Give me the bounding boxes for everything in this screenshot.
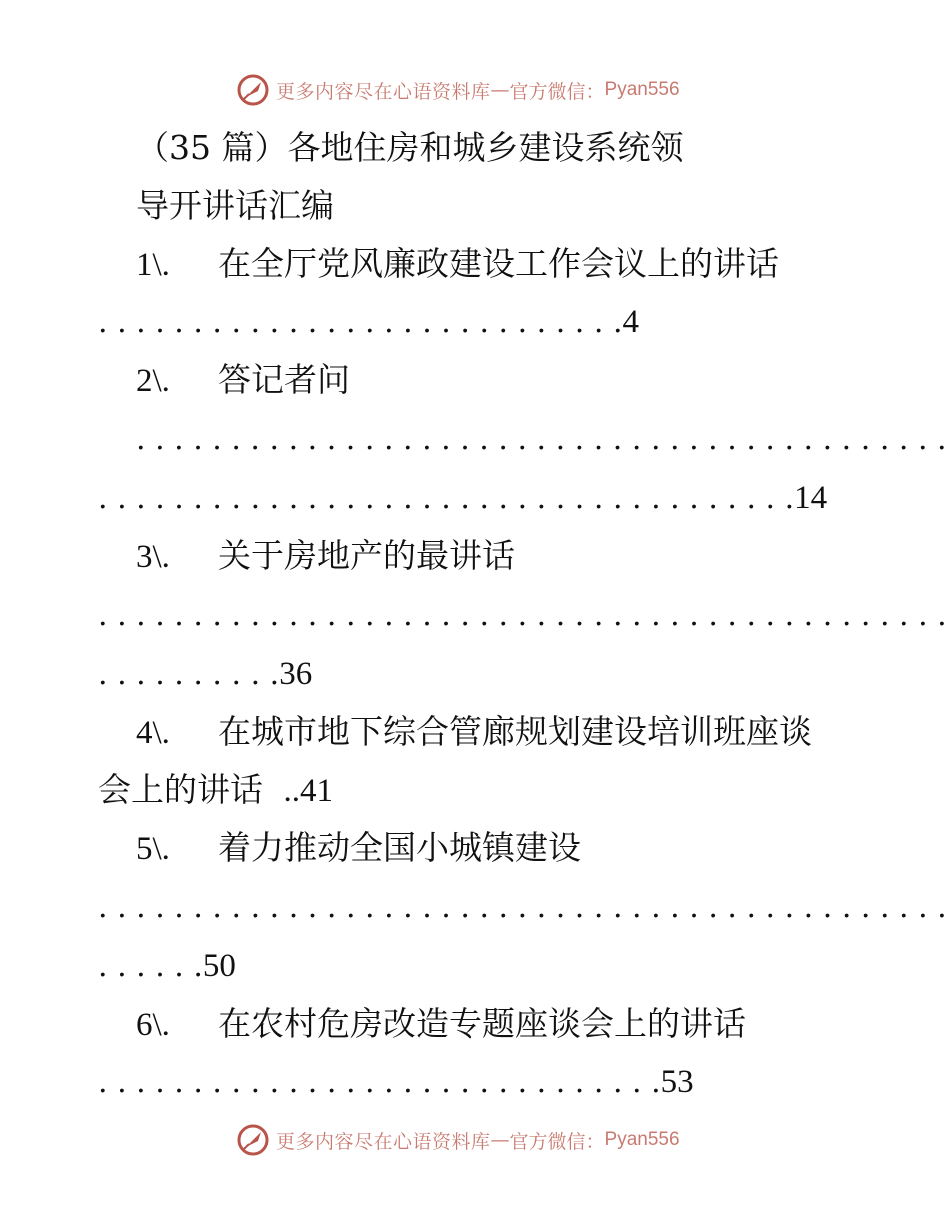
- footer-banner: [0, 1120, 950, 1160]
- toc-entry-title: 答记者问: [218, 360, 350, 399]
- toc-entry-number: 1\.: [136, 247, 170, 283]
- toc-entry-title: 在城市地下综合管廊规划建设培训班座谈: [218, 712, 812, 751]
- banner-text: 更多内容尽在心语资料库: [276, 1130, 491, 1153]
- toc-entry-1[interactable]: [136, 244, 779, 285]
- toc-leader-2b: . . . . . . . . . . . . . . . . . . . . . . . . . . . . . . . . . . . . .14: [98, 480, 828, 516]
- document-title-line2: 导开讲话汇编: [136, 186, 334, 225]
- toc-entry-number: 2\.: [136, 363, 170, 399]
- quill-logo-icon: [236, 73, 270, 107]
- toc-entry-4[interactable]: [136, 712, 812, 753]
- toc-leader-1: . . . . . . . . . . . . . . . . . . . . . . . . . . . .4: [98, 304, 639, 340]
- toc-entry-2[interactable]: [136, 360, 350, 401]
- banner-label: 官方微信：: [509, 80, 605, 103]
- toc-entry-title-continued: 会上的讲话: [98, 770, 263, 809]
- banner-label: 官方微信：: [509, 1130, 605, 1153]
- toc-entry-title: 在农村危房改造专题座谈会上的讲话: [218, 1004, 746, 1043]
- toc-entry-page: 36: [279, 656, 313, 692]
- toc-leader-6: . . . . . . . . . . . . . . . . . . . . . . . . . . . . . .53: [98, 1064, 694, 1100]
- toc-entry-page: 41: [300, 773, 333, 809]
- toc-entry-number: 3\.: [136, 539, 170, 575]
- quill-logo-icon: [236, 1123, 270, 1157]
- toc-entry-4-continued[interactable]: [98, 770, 333, 811]
- banner-wechat-id: Pyan556: [604, 1129, 680, 1150]
- toc-entry-title: 关于房地产的最讲话: [218, 536, 515, 575]
- toc-entry-title: 在全厅党风廉政建设工作会议上的讲话: [218, 244, 779, 283]
- toc-leader-2a: . . . . . . . . . . . . . . . . . . . . . . . . . . . . . . . . . . . . . . . . . . .: [136, 422, 947, 457]
- banner-separator: —: [490, 1129, 510, 1151]
- banner-separator: —: [490, 79, 510, 101]
- toc-entry-number: 5\.: [136, 831, 170, 867]
- toc-entry-page: 53: [660, 1064, 694, 1100]
- toc-entry-leader: ..: [283, 773, 300, 809]
- toc-entry-page: 50: [202, 948, 236, 984]
- toc-entry-page: 4: [622, 304, 639, 340]
- toc-entry-page: 14: [794, 480, 828, 516]
- toc-entry-5[interactable]: [136, 828, 581, 869]
- banner-text: 更多内容尽在心语资料库: [276, 80, 491, 103]
- toc-leader-5a: . . . . . . . . . . . . . . . . . . . . . . . . . . . . . . . . . . . . . . . . . . . . .: [98, 890, 947, 925]
- header-banner: [0, 70, 950, 110]
- toc-leader-5b: . . . . . .50: [98, 948, 236, 984]
- toc-entry-number: 6\.: [136, 1007, 170, 1043]
- toc-entry-6[interactable]: [136, 1004, 746, 1045]
- toc-entry-3[interactable]: [136, 536, 515, 577]
- banner-wechat-id: Pyan556: [604, 79, 680, 100]
- document-title-line1: （35 篇）各地住房和城乡建设系统领: [136, 128, 684, 167]
- toc-leader-3a: . . . . . . . . . . . . . . . . . . . . . . . . . . . . . . . . . . . . . . . . . . . . .: [98, 598, 947, 633]
- toc-entry-number: 4\.: [136, 715, 170, 751]
- toc-entry-title: 着力推动全国小城镇建设: [218, 828, 581, 867]
- toc-leader-3b: . . . . . . . . . .36: [98, 656, 313, 692]
